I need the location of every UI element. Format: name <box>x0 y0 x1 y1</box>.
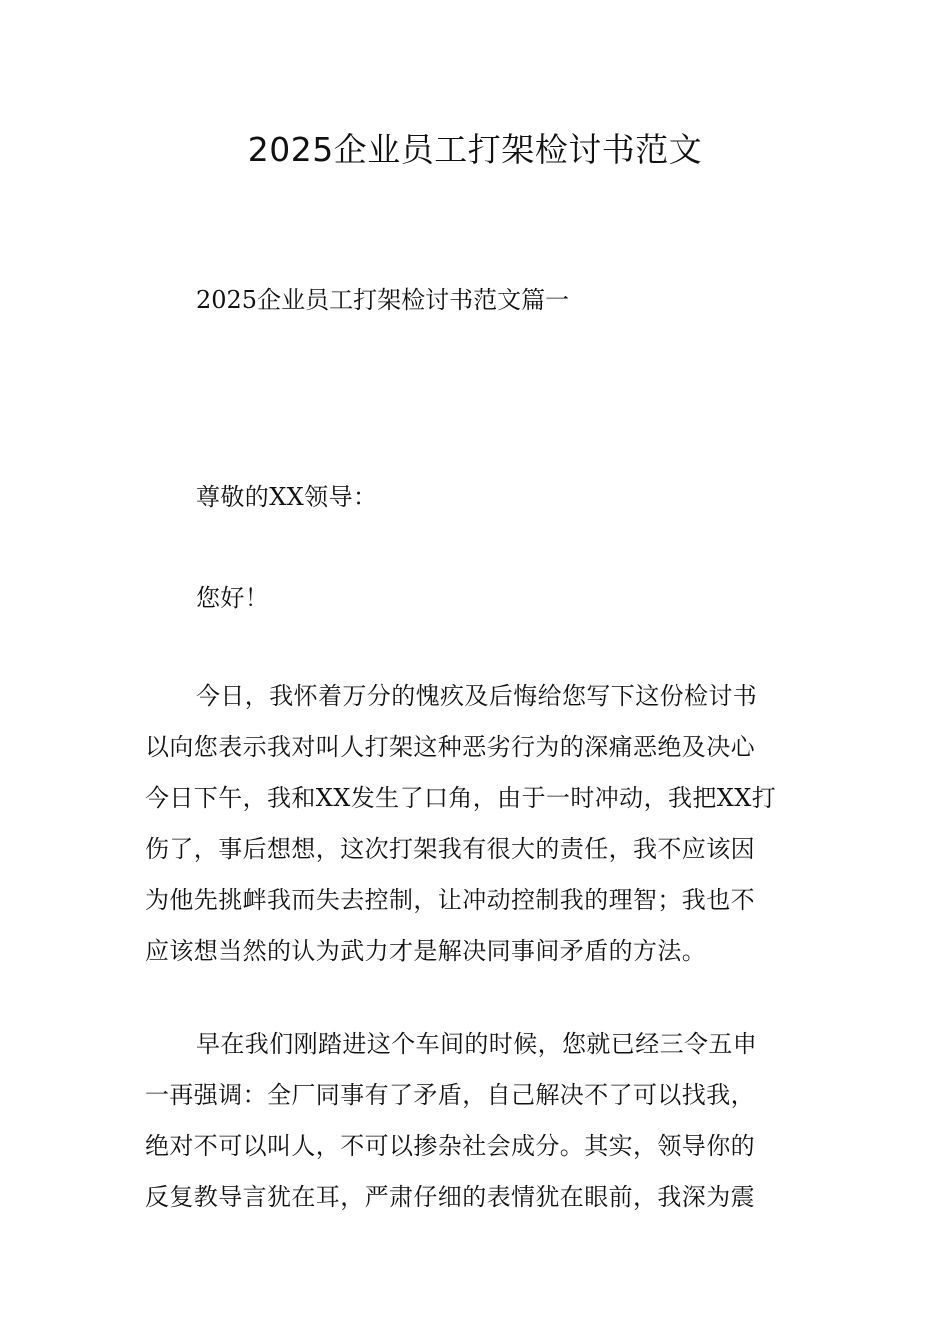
paragraph-line: 反复教导言犹在耳，严肃仔细的表情犹在眼前，我深为震 <box>145 1183 755 1211</box>
paragraph-1 <box>145 676 810 982</box>
section-heading: 2025企业员工打架检讨书范文篇一 <box>196 286 570 314</box>
paragraph-line: 一再强调：全厂同事有了矛盾，自己解决不了可以找我， <box>145 1081 755 1109</box>
paragraph-line: 绝对不可以叫人，不可以掺杂社会成分。其实，领导你的 <box>145 1132 755 1160</box>
paragraph-line: 今日，我怀着万分的愧疚及后悔给您写下这份检讨书 <box>196 682 758 710</box>
paragraph-line: 早在我们刚踏进这个车间的时候，您就已经三令五申 <box>196 1030 758 1058</box>
salutation-text: 尊敬的XX领导： <box>196 483 378 511</box>
salutation <box>145 477 810 528</box>
paragraph-2 <box>145 1024 810 1228</box>
paragraph-line: 今日下午，我和XX发生了口角，由于一时冲动，我把XX打 <box>145 784 777 812</box>
paragraph-line: 伤了，事后想想，这次打架我有很大的责任，我不应该因 <box>145 835 755 863</box>
paragraph-line: 应该想当然的认为武力才是解决同事间矛盾的方法。 <box>145 937 707 965</box>
document-title: 2025企业员工打架检讨书范文 <box>247 130 703 169</box>
greeting-text: 您好！ <box>196 584 270 612</box>
greeting <box>145 578 810 629</box>
paragraph-line: 为他先挑衅我而失去控制，让冲动控制我的理智；我也不 <box>145 886 755 914</box>
paragraph-line: 以向您表示我对叫人打架这种恶劣行为的深痛恶绝及决心 <box>145 733 755 761</box>
